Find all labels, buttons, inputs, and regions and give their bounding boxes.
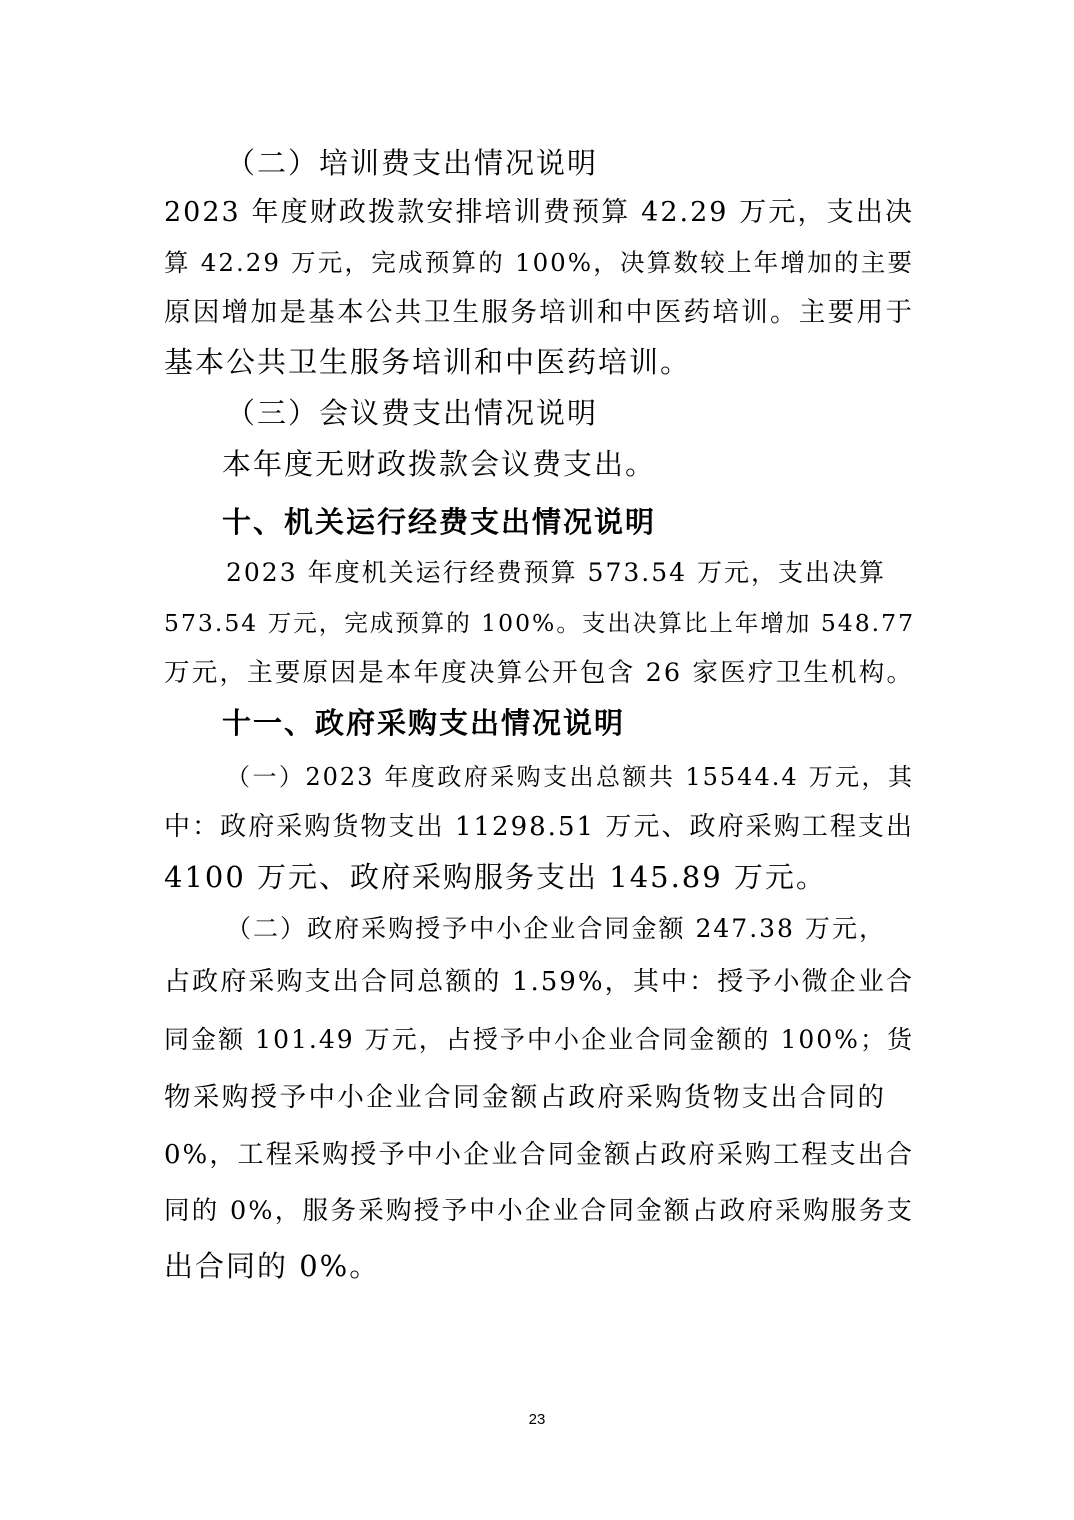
section-heading-training: （二）培训费支出情况说明	[226, 146, 599, 180]
paragraph-line: 本年度无财政拨款会议费支出。	[222, 447, 657, 481]
section-heading-operating: 十、机关运行经费支出情况说明	[222, 505, 657, 539]
section-heading-procurement: 十一、政府采购支出情况说明	[222, 706, 626, 740]
paragraph-line: 同金额 101.49 万元，占授予中小企业合同金额的 100%；货	[164, 1025, 914, 1054]
paragraph-line: 4100 万元、政府采购服务支出 145.89 万元。	[164, 860, 827, 894]
paragraph-line: 2023 年度财政拨款安排培训费预算 42.29 万元，支出决	[164, 197, 914, 228]
paragraph-line: 同的 0%，服务采购授予中小企业合同金额占政府采购服务支	[164, 1196, 914, 1226]
page-number: 23	[528, 1411, 546, 1428]
paragraph-line: 万元，主要原因是本年度决算公开包含 26 家医疗卫生机构。	[164, 658, 914, 688]
paragraph-line: 占政府采购支出合同总额的 1.59%，其中：授予小微企业合	[164, 967, 914, 997]
paragraph-line: 573.54 万元，完成预算的 100%。支出决算比上年增加 548.77	[164, 609, 916, 637]
section-heading-meeting: （三）会议费支出情况说明	[226, 396, 599, 430]
paragraph-line: 中：政府采购货物支出 11298.51 万元、政府采购工程支出	[164, 812, 914, 842]
paragraph-line: 算 42.29 万元，完成预算的 100%，决算数较上年增加的主要	[164, 248, 914, 277]
paragraph-line: 基本公共卫生服务培训和中医药培训。	[164, 345, 692, 379]
paragraph-line: 出合同的 0%。	[164, 1249, 381, 1283]
paragraph-line: （一）2023 年度政府采购支出总额共 15544.4 万元，其	[226, 763, 914, 791]
paragraph-line: （二）政府采购授予中小企业合同金额 247.38 万元，	[226, 914, 886, 943]
paragraph-line: 物采购授予中小企业合同金额占政府采购货物支出合同的	[164, 1082, 886, 1113]
paragraph-line: 0%，工程采购授予中小企业合同金额占政府采购工程支出合	[164, 1140, 914, 1170]
paragraph-line: 2023 年度机关运行经费预算 573.54 万元，支出决算	[226, 558, 886, 587]
paragraph-line: 原因增加是基本公共卫生服务培训和中医药培训。主要用于	[164, 297, 914, 328]
